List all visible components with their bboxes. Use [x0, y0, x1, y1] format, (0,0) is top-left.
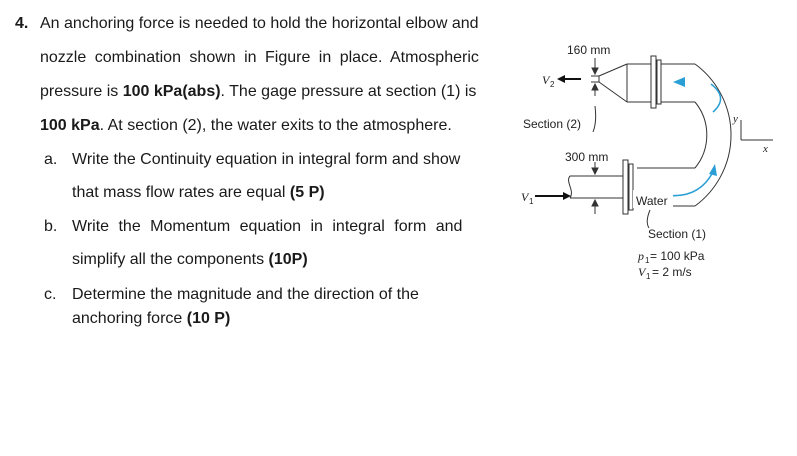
- dim-arrowhead-bottom: [592, 168, 598, 174]
- flow-arrows: [659, 84, 721, 196]
- v1-value: = 2 m/s: [652, 265, 692, 279]
- v1-arrowhead: [563, 192, 571, 200]
- section1-leader: [647, 210, 650, 228]
- part-a-text: that mass flow rates are equal: [72, 184, 290, 201]
- part-c-text: anchoring force: [72, 310, 187, 327]
- dim-label-bottom: 300 mm: [565, 150, 609, 164]
- v2-label: V: [542, 73, 550, 87]
- p1-label: p: [638, 249, 644, 263]
- elbow-bend-inner: [695, 102, 707, 168]
- v2-subscript: 2: [550, 80, 555, 89]
- part-c-line-1: Determine the magnitude and the direction of the: [72, 286, 419, 303]
- part-b-line-2: [72, 250, 308, 270]
- nozzle-cone-bottom: [599, 82, 627, 102]
- pressure-prefix: pressure is: [40, 83, 123, 100]
- problem-line-2: nozzle combination shown in Figure in place. Atmospheric: [40, 49, 479, 66]
- gage-value: 100 kPa: [40, 117, 100, 134]
- nozzle-cone-top: [599, 64, 627, 76]
- lower-flange: [623, 160, 628, 214]
- part-a-letter: a.: [44, 151, 58, 168]
- p1-value: = 100 kPa: [650, 249, 705, 263]
- dim-arrowhead-top: [592, 68, 598, 74]
- part-b-text: simplify all the components: [72, 251, 269, 268]
- dim-label-top: 160 mm: [567, 43, 611, 57]
- period: .: [220, 83, 230, 100]
- section2-leader: [593, 106, 596, 132]
- x-axis-label: x: [763, 143, 768, 155]
- part-a-line-1: Write the Continuity equation in integral form and show: [72, 151, 461, 168]
- part-c-line-2: [72, 309, 230, 329]
- problem-number: 4.: [15, 15, 29, 32]
- problem-line-4: [40, 116, 452, 136]
- upper-flange: [651, 56, 656, 108]
- inlet-break: [569, 176, 572, 198]
- part-b-points: (10P): [268, 251, 308, 268]
- v1-value-subscript: 1: [646, 272, 651, 281]
- flow-arrow-top: [711, 84, 721, 112]
- pressure-value: 100 kPa(abs): [122, 83, 221, 100]
- v1-subscript: 1: [529, 197, 534, 206]
- elbow-nozzle-figure: [505, 30, 795, 300]
- p1-subscript: 1: [645, 256, 650, 265]
- dim-arrowhead-bottom-lower: [592, 200, 598, 206]
- part-b-line-1: Write the Momentum equation in integral form and: [72, 218, 463, 235]
- part-c-points: (10 P): [186, 310, 231, 327]
- problem-line-1: An anchoring force is needed to hold the horizontal elbow and: [40, 15, 479, 32]
- part-a-points: (5 P): [289, 184, 325, 201]
- exit-sentence: At section (2), the water exits to the atmosphere.: [107, 117, 452, 134]
- water-label: Water: [636, 194, 668, 208]
- v2-arrowhead: [557, 75, 565, 83]
- gage-suffix: .: [99, 117, 105, 134]
- v1-value-label: V: [638, 265, 646, 279]
- flow-arrowhead-top: [673, 77, 685, 87]
- section1-label: Section (1): [648, 227, 707, 241]
- part-a-line-2: [72, 183, 325, 203]
- part-b-letter: b.: [44, 218, 58, 235]
- y-axis-label: y: [733, 113, 738, 125]
- part-c-letter: c.: [44, 286, 57, 303]
- gage-sentence: The gage pressure at section (1) is: [229, 83, 477, 100]
- v1-label: V: [521, 190, 529, 204]
- dim-arrowhead-top-lower: [592, 84, 598, 90]
- problem-line-3: [40, 82, 476, 102]
- section2-label: Section (2): [523, 117, 582, 131]
- flow-arrowhead-bottom: [709, 164, 717, 176]
